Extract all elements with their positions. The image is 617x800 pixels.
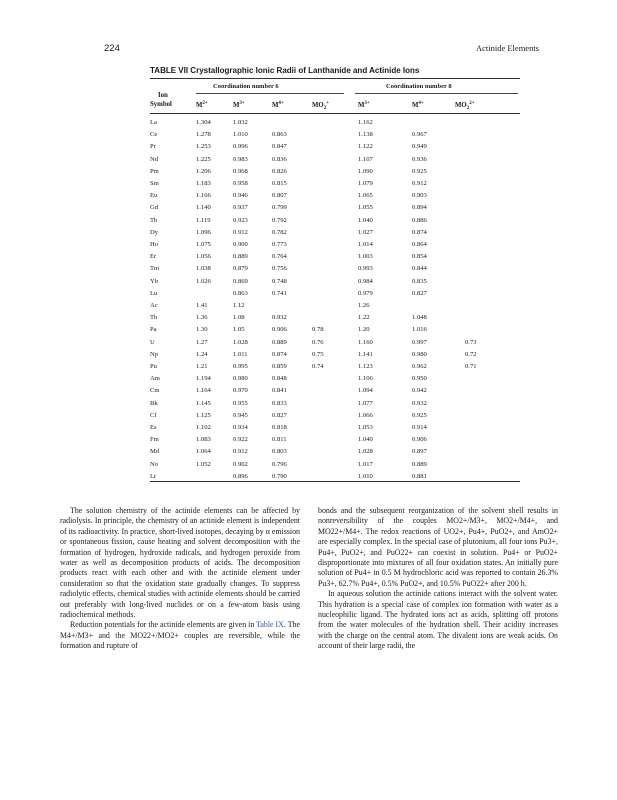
- ion-symbol: Ho: [150, 241, 159, 248]
- radius-m4-cn6: 0.782: [272, 228, 287, 236]
- radius-m4-cn6: 0.748: [272, 277, 287, 285]
- radius-m4-cn8: 0.997: [412, 338, 427, 346]
- radius-m4-cn6: 0.796: [272, 460, 287, 468]
- radius-m4-cn8: 0.889: [412, 460, 427, 468]
- radius-m4-cn8: 0.894: [412, 204, 427, 212]
- radius-m3-cn8: 1.090: [358, 167, 373, 175]
- radius-m4-cn8: 0.864: [412, 241, 427, 248]
- radius-m3-cn6: 1.05: [233, 326, 245, 334]
- radius-m3-cn6: 0.946: [233, 192, 248, 200]
- radius-m3-cn6: 1.032: [233, 119, 248, 126]
- radius-m4-cn8: 0.936: [412, 155, 427, 163]
- table-row: [150, 473, 520, 485]
- radius-m3-cn6: 0.896: [233, 472, 248, 480]
- radius-m4-cn8: 0.912: [412, 180, 427, 187]
- table-row: [150, 217, 520, 229]
- radius-m3-cn8: 1.077: [358, 399, 373, 407]
- radius-m4-cn8: 0.835: [412, 277, 427, 285]
- radius-m4-cn6: 0.874: [272, 350, 287, 358]
- table-row: [150, 363, 520, 375]
- radius-m3-cn8: 1.014: [358, 241, 373, 248]
- table-row: [150, 375, 520, 387]
- radius-m2-cn6: 1.052: [196, 460, 211, 468]
- radius-m3-cn6: 0.968: [233, 167, 248, 175]
- radius-m4-cn6: 0.799: [272, 204, 287, 212]
- radius-m3-cn6: 0.912: [233, 448, 248, 456]
- radius-mo22-cn8: 0.72: [465, 350, 477, 358]
- radius-m4-cn8: 0.874: [412, 228, 427, 236]
- radius-m3-cn8: 1.20: [358, 326, 370, 334]
- radius-m2-cn6: 1.140: [196, 204, 211, 212]
- text-column-right: [318, 506, 558, 652]
- group-rule-cn8: [355, 93, 518, 94]
- radius-m3-cn6: 0.945: [233, 411, 248, 419]
- ion-symbol: Es: [150, 424, 157, 431]
- ion-symbol: Tb: [150, 216, 158, 224]
- radius-m2-cn6: 1.083: [196, 436, 211, 444]
- table-row: [150, 253, 520, 265]
- radius-m3-cn6: 1.12: [233, 302, 245, 309]
- radius-m4-cn8: 0.844: [412, 265, 427, 273]
- ion-symbol: Bk: [150, 399, 158, 407]
- page-number: 224: [104, 43, 120, 54]
- table-row: [150, 156, 520, 168]
- ion-symbol: Pr: [150, 143, 156, 151]
- radius-m2-cn6: 1.225: [196, 155, 211, 163]
- radius-m2-cn6: 1.304: [196, 119, 211, 126]
- table-row: [150, 387, 520, 399]
- ion-symbol: La: [150, 119, 157, 126]
- ion-symbol: Sm: [150, 180, 159, 187]
- text-column-left: [60, 506, 300, 652]
- ion-header-1: Ion: [158, 92, 168, 99]
- radius-m3-cn6: 0.922: [233, 436, 248, 444]
- radius-mo2-cn6: 0.76: [312, 338, 324, 346]
- ion-symbol: Cf: [150, 411, 157, 419]
- table-row: [150, 143, 520, 155]
- col-header-m3-cn6: $M^{3+}$: [233, 101, 245, 109]
- ion-symbol: Pu: [150, 363, 157, 370]
- table-row: [150, 265, 520, 277]
- radius-m4-cn6: 0.848: [272, 375, 287, 383]
- radius-m3-cn6: 1.08: [233, 314, 245, 322]
- ion-symbol: Pa: [150, 326, 157, 334]
- radius-m4-cn8: 1.016: [412, 326, 427, 334]
- table-caption: TABLE VII Crystallographic Ionic Radii of Lanthanide and Actinide Ions: [150, 66, 420, 75]
- ion-symbol: Ac: [150, 302, 158, 309]
- radius-m4-cn8: 1.048: [412, 314, 427, 322]
- radius-m3-cn6: 0.983: [233, 155, 248, 163]
- table-ix-link[interactable]: Table IX: [256, 620, 284, 630]
- ion-symbol: Pm: [150, 167, 159, 175]
- table-row: [150, 412, 520, 424]
- table-bottom-rule: [150, 481, 520, 482]
- radius-m3-cn8: 1.22: [358, 314, 370, 322]
- radius-mo22-cn8: 0.73: [465, 338, 477, 346]
- radius-m4-cn6: 0.889: [272, 338, 287, 346]
- table-row: [150, 290, 520, 302]
- radius-m3-cn6: 0.934: [233, 424, 248, 431]
- radius-m3-cn6: 0.980: [233, 375, 248, 383]
- radius-m4-cn6: 0.841: [272, 387, 287, 395]
- table-row: [150, 119, 520, 131]
- radius-m3-cn8: 1.065: [358, 192, 373, 200]
- radius-m3-cn8: 1.094: [358, 387, 373, 395]
- radius-m2-cn6: 1.102: [196, 424, 211, 431]
- radius-m4-cn8: 0.942: [412, 387, 427, 395]
- paragraph: The solution chemistry of the actinide elements can be affected by radiolysis. In principle, the chemistry of an actinide element is independent of its radioactivity. In practice, short-lived isotopes, decaying by α emission or spontaneous fission, cause heating and solvent decomposition with the formation of hydrogen, hydroxide radicals, and hydrogen peroxide from water as well as decomposition products of acids. The decomposition products react with each other and with the actinide element under consideration so that the oxidation state gradually changes. To suppress radiolytic effects, chemical studies with actinide elements should be carried out preferably with long-lived nuclides or on a few-atom basis using radiochemical methods.: [60, 506, 300, 620]
- ion-symbol: Am: [150, 375, 160, 383]
- table-row: [150, 448, 520, 460]
- radius-m3-cn6: 0.900: [233, 241, 248, 248]
- radius-m3-cn8: 0.984: [358, 277, 373, 285]
- radius-m2-cn6: 1.026: [196, 277, 211, 285]
- group-header-cn6: Coordination number 6: [213, 83, 279, 90]
- radius-m2-cn6: 1.119: [196, 216, 211, 224]
- ion-symbol: Nd: [150, 155, 159, 163]
- radius-m3-cn8: 1.26: [358, 302, 370, 309]
- paragraph: bonds and the subsequent reorganization of the solvent shell results in nonreversibility of the couples MO2+/M3+, MO2+/M4+, and MO22+/M4+. The redox reactions of UO2+, Pu4+, PuO2+, and AmO2+ are especially complex. In the special case of plutonium, all four ions Pu3+, Pu4+, PuO2+, and PuO22+ can coexist in solution. Pu4+ or PuO2+ disproportionate into mixtures of all four oxidation states. An initially pure solution of Pu4+ in 0.5 M hydrochloric acid was reported to contain 26.3% Pu3+, 62.7% Pu4+, 0.5% PuO2+, and 10.5% PuO22+ after 200 h.: [318, 506, 558, 588]
- radius-m3-cn8: 0.993: [358, 265, 373, 273]
- table-row: [150, 351, 520, 363]
- table-row: [150, 131, 520, 143]
- table-top-rule: [150, 78, 520, 79]
- radius-m2-cn6: 1.096: [196, 228, 211, 236]
- radius-m3-cn8: 0.979: [358, 289, 373, 297]
- table-row: [150, 314, 520, 326]
- radius-m3-cn6: 0.955: [233, 399, 248, 407]
- col-header-m3-cn8: $M^{3+}$: [358, 101, 370, 109]
- radius-m4-cn6: 0.803: [272, 448, 287, 456]
- radius-m4-cn6: 0.863: [272, 131, 287, 139]
- radius-m4-cn8: 0.932: [412, 399, 427, 407]
- radius-m4-cn6: 0.827: [272, 411, 287, 419]
- radius-m2-cn6: 1.24: [196, 350, 208, 358]
- col-header-m4-cn6: $M^{4+}$: [272, 101, 284, 109]
- table-row: [150, 436, 520, 448]
- radius-m4-cn8: 0.925: [412, 411, 427, 419]
- ion-symbol: Fm: [150, 436, 159, 444]
- radius-m4-cn6: 0.818: [272, 424, 287, 431]
- radius-m4-cn8: 0.903: [412, 192, 427, 200]
- radius-m3-cn8: 1.079: [358, 180, 373, 187]
- radius-m3-cn8: 1.141: [358, 350, 373, 358]
- radius-m4-cn6: 0.764: [272, 253, 287, 261]
- table-row: [150, 192, 520, 204]
- radius-m3-cn8: 1.123: [358, 363, 373, 370]
- radius-m4-cn8: 0.897: [412, 448, 427, 456]
- ion-symbol: No: [150, 460, 159, 468]
- radius-m2-cn6: 1.056: [196, 253, 211, 261]
- radius-m3-cn6: 1.028: [233, 338, 248, 346]
- radius-m4-cn6: 0.811: [272, 436, 287, 444]
- radius-m3-cn8: 1.028: [358, 448, 373, 456]
- ion-symbol: Th: [150, 314, 158, 322]
- ion-header-2: Symbol: [150, 101, 172, 108]
- radius-m2-cn6: 1.145: [196, 399, 211, 407]
- radius-m3-cn8: 1.138: [358, 131, 373, 139]
- radius-m4-cn6: 0.906: [272, 326, 287, 334]
- radius-m3-cn6: 0.912: [233, 228, 248, 236]
- radius-m4-cn6: 0.756: [272, 265, 287, 273]
- table-row: [150, 339, 520, 351]
- radius-m3-cn8: 1.053: [358, 424, 373, 431]
- col-header-m4-cn8: $M^{4+}$: [412, 101, 424, 109]
- radius-m4-cn8: 0.950: [412, 375, 427, 383]
- radius-m3-cn8: 1.040: [358, 436, 373, 444]
- radius-m2-cn6: 1.125: [196, 411, 211, 419]
- radius-m2-cn6: 1.206: [196, 167, 211, 175]
- radius-m4-cn8: 0.881: [412, 472, 427, 480]
- radius-m4-cn6: 0.847: [272, 143, 287, 151]
- group-header-cn8: Coordination number 8: [386, 83, 452, 90]
- radius-m4-cn8: 0.980: [412, 350, 427, 358]
- radius-m4-cn8: 0.962: [412, 363, 427, 370]
- ion-symbol: Tm: [150, 265, 160, 273]
- radius-m2-cn6: 1.253: [196, 143, 211, 151]
- ion-symbol: Eu: [150, 192, 158, 200]
- radius-m3-cn8: 1.162: [358, 119, 373, 126]
- radius-m4-cn6: 0.815: [272, 180, 287, 187]
- radius-m3-cn6: 1.011: [233, 350, 248, 358]
- table-row: [150, 326, 520, 338]
- table-row: [150, 302, 520, 314]
- radius-m3-cn8: 1.010: [358, 472, 373, 480]
- radius-m3-cn6: 0.923: [233, 216, 248, 224]
- paragraph: Reduction potentials for the actinide elements are given in Table IX. The M4+/M3+ and the MO22+/MO2+ couples are reversible, while the formation and rupture of: [60, 620, 300, 651]
- radius-m4-cn6: 0.833: [272, 399, 287, 407]
- ion-symbol: Md: [150, 448, 160, 456]
- radius-m3-cn8: 1.017: [358, 460, 373, 468]
- radius-m4-cn6: 0.836: [272, 155, 287, 163]
- radius-m2-cn6: 1.075: [196, 241, 211, 248]
- radius-m4-cn8: 0.906: [412, 436, 427, 444]
- radius-m2-cn6: 1.30: [196, 326, 208, 334]
- radius-m4-cn6: 0.741: [272, 289, 287, 297]
- radius-m4-cn8: 0.949: [412, 143, 427, 151]
- radius-m3-cn8: 1.122: [358, 143, 373, 151]
- table-row: [150, 424, 520, 436]
- radius-m2-cn6: 1.21: [196, 363, 208, 370]
- radius-m4-cn6: 0.773: [272, 241, 287, 248]
- table-row: [150, 400, 520, 412]
- radius-m3-cn8: 1.027: [358, 228, 373, 236]
- ion-symbol: Ce: [150, 131, 158, 139]
- radius-m3-cn6: 0.996: [233, 143, 248, 151]
- radius-m3-cn6: 0.970: [233, 387, 248, 395]
- radius-m4-cn6: 0.790: [272, 472, 287, 480]
- radius-m4-cn6: 0.826: [272, 167, 287, 175]
- radius-m4-cn8: 0.854: [412, 253, 427, 261]
- radius-m4-cn8: 0.827: [412, 289, 427, 297]
- table-row: [150, 204, 520, 216]
- radius-m3-cn8: 1.107: [358, 155, 373, 163]
- radius-m2-cn6: 1.36: [196, 314, 208, 322]
- radius-m3-cn8: 1.055: [358, 204, 373, 212]
- col-header-mo2-cn6: $MO_2^+$: [312, 101, 330, 111]
- radius-mo2-cn6: 0.75: [312, 350, 324, 358]
- table-row: [150, 180, 520, 192]
- radius-m2-cn6: 1.064: [196, 448, 211, 456]
- radius-m2-cn6: 1.183: [196, 180, 211, 187]
- ion-symbol: Cm: [150, 387, 160, 395]
- radius-m3-cn6: 0.995: [233, 363, 248, 370]
- col-header-m2-cn6: $M^{2+}$: [196, 101, 208, 109]
- ion-symbol: Yb: [150, 277, 159, 285]
- table-row: [150, 461, 520, 473]
- ion-symbol: Lr: [150, 472, 157, 480]
- running-title: Actinide Elements: [475, 43, 539, 53]
- table-header-rule: [150, 113, 520, 114]
- radius-m3-cn6: 1.010: [233, 131, 248, 139]
- radius-m4-cn8: 0.914: [412, 424, 427, 431]
- radius-m2-cn6: 1.194: [196, 375, 211, 383]
- radius-m3-cn8: 1.040: [358, 216, 373, 224]
- ion-symbol: Lu: [150, 289, 158, 297]
- table-row: [150, 168, 520, 180]
- radius-mo2-cn6: 0.78: [312, 326, 324, 334]
- radius-m2-cn6: 1.27: [196, 338, 208, 346]
- radius-m3-cn6: 0.902: [233, 460, 248, 468]
- radius-m2-cn6: 1.038: [196, 265, 211, 273]
- radius-m2-cn6: 1.166: [196, 192, 211, 200]
- radius-m4-cn8: 0.886: [412, 216, 427, 224]
- radius-mo22-cn8: 0.71: [465, 363, 477, 370]
- radius-m3-cn6: 0.937: [233, 204, 248, 212]
- radius-m4-cn6: 0.859: [272, 363, 287, 370]
- ion-symbol: Gd: [150, 204, 159, 212]
- radius-m2-cn6: 1.164: [196, 387, 211, 395]
- radius-m3-cn6: 0.879: [233, 265, 248, 273]
- paragraph: In aqueous solution the actinide cations interact with the solvent water. This hydration is a special case of complex ion formation with water as a nucleophilic ligand. The hydrated ions act as acids, splitting off protons from the water molecules of the hydration shell. Their acidity increases with the charge on the central atom. The divalent ions are weak acids. On account of their large radii, the: [318, 589, 558, 651]
- radius-m3-cn8: 1.066: [358, 411, 373, 419]
- radius-m4-cn6: 0.792: [272, 216, 287, 224]
- ion-symbol: Np: [150, 350, 159, 358]
- table-row: [150, 241, 520, 253]
- radius-m2-cn6: 1.41: [196, 302, 208, 309]
- table-row: [150, 229, 520, 241]
- radius-m3-cn8: 1.003: [358, 253, 373, 261]
- radius-m3-cn8: 1.106: [358, 375, 373, 383]
- ion-symbol: U: [150, 338, 155, 346]
- table-row: [150, 278, 520, 290]
- radius-m2-cn6: 1.278: [196, 131, 211, 139]
- radius-m3-cn6: 0.958: [233, 180, 248, 187]
- radius-m3-cn8: 1.160: [358, 338, 373, 346]
- radius-m4-cn8: 0.925: [412, 167, 427, 175]
- group-rule-cn6: [196, 93, 344, 94]
- radius-m3-cn6: 0.869: [233, 277, 248, 285]
- radius-mo2-cn6: 0.74: [312, 363, 324, 370]
- radius-m3-cn6: 0.863: [233, 289, 248, 297]
- col-header-mo22-cn8: $MO_2^{2+}$: [455, 101, 475, 111]
- ion-symbol: Dy: [150, 228, 159, 236]
- radius-m4-cn8: 0.967: [412, 131, 427, 139]
- ion-symbol: Er: [150, 253, 157, 261]
- radius-m4-cn6: 0.932: [272, 314, 287, 322]
- radius-m4-cn6: 0.807: [272, 192, 287, 200]
- radius-m3-cn6: 0.889: [233, 253, 248, 261]
